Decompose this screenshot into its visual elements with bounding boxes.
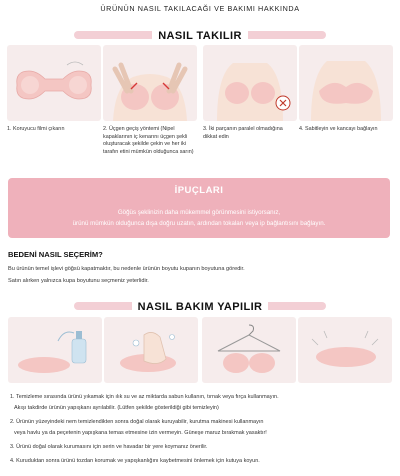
step-3-caption: 3. İki parçanın paralel olmadığına dikkat edin	[203, 126, 283, 140]
step-4-illustration	[299, 45, 393, 121]
tips-title: İPUÇLARI	[174, 185, 224, 196]
size-line-2: Satın alırken yalnızca kupa boyutunu seçmeniz yeterlidir.	[8, 278, 149, 284]
hand-washing-icon	[104, 317, 198, 383]
fastened-bra-icon	[299, 45, 393, 121]
care-line-4: veya havlu ya da peçetenin yapışkana temas etmesine izin vermeyin. Güneşe maruz bırakmak yasaktır!	[14, 430, 267, 436]
section-heading-how-to-wear	[0, 26, 400, 44]
storage-box-icon	[298, 317, 392, 383]
section-title: NASIL TAKILIR	[152, 30, 248, 42]
care-line-3: 2. Ürünün yüzeyindeki nem temizlendikten sonra doğal olarak kuruyabilir, kurutma makinesi kullanmayın	[10, 419, 264, 425]
incorrect-position-icon	[203, 45, 297, 121]
step-1-illustration	[7, 45, 101, 121]
care-line-6: 4. Kuruduktan sonra ürünü tozdan korumak ve yapışkanlığını kaybetmesini önlemek için kutuya koyun.	[10, 458, 260, 464]
step-1-caption: 1. Koruyucu filmi çıkarın	[7, 126, 65, 132]
step-4-caption: 4. Sabitleyin ve kancayı bağlayın	[299, 126, 378, 132]
care-1-illustration	[8, 317, 102, 383]
size-heading: BEDENİ NASIL SEÇERİM?	[8, 250, 103, 259]
care-3-illustration	[202, 317, 296, 383]
tips-line-1: Göğüs şeklinizin daha mükemmel görünmesini istiyorsanız,	[117, 209, 281, 216]
section-title: NASIL BAKIM YAPILIR	[132, 301, 269, 313]
tips-box	[8, 178, 390, 238]
step-3-illustration	[203, 45, 297, 121]
care-4-illustration	[298, 317, 392, 383]
step-2-illustration	[103, 45, 197, 121]
size-line-1: Bu ürünün temel işlevi göğsü kapatmaktır, bu nedenle ürünün boyutu kupanın boyutuna göredir.	[8, 266, 245, 272]
step-2-caption: 2. Üçgen geçiş yöntemi (Nipel kapaklarının iç kenarını üçgen şekli oluşturacak şekilde çekin ve her iki tarafın etini mümkün olduğunca sarın)	[103, 126, 194, 155]
page-title: ÜRÜNÜN NASIL TAKILACAĞI VE BAKIMI HAKKINDA	[100, 4, 300, 13]
hanger-drying-icon	[202, 317, 296, 383]
pasties-with-film-icon	[7, 45, 101, 121]
tips-line-2: ürünü mümkün olduğunca dışa doğru uzatın, ardından tokaları veya ip bağlantısını bağlayın.	[72, 220, 326, 227]
care-line-5: 3. Ürünü doğal olarak kurumasını için serin ve havadar bir yere koymanız önerilir.	[10, 444, 208, 450]
soap-bottle-icon	[8, 317, 102, 383]
section-heading-care	[0, 297, 400, 315]
hands-applying-cups-icon	[103, 45, 197, 121]
care-line-2: Akışı takdirde ürünün yapışkanı ayrılabilir. (Lütfen şekilde gösterildiği gibi temizleyin)	[14, 405, 219, 411]
care-line-1: 1. Temizleme sırasında ürünü yıkamak için ılık su ve az miktarda sabun kullanın, tırnak veya fırça kullanmayın.	[10, 394, 279, 400]
care-2-illustration	[104, 317, 198, 383]
